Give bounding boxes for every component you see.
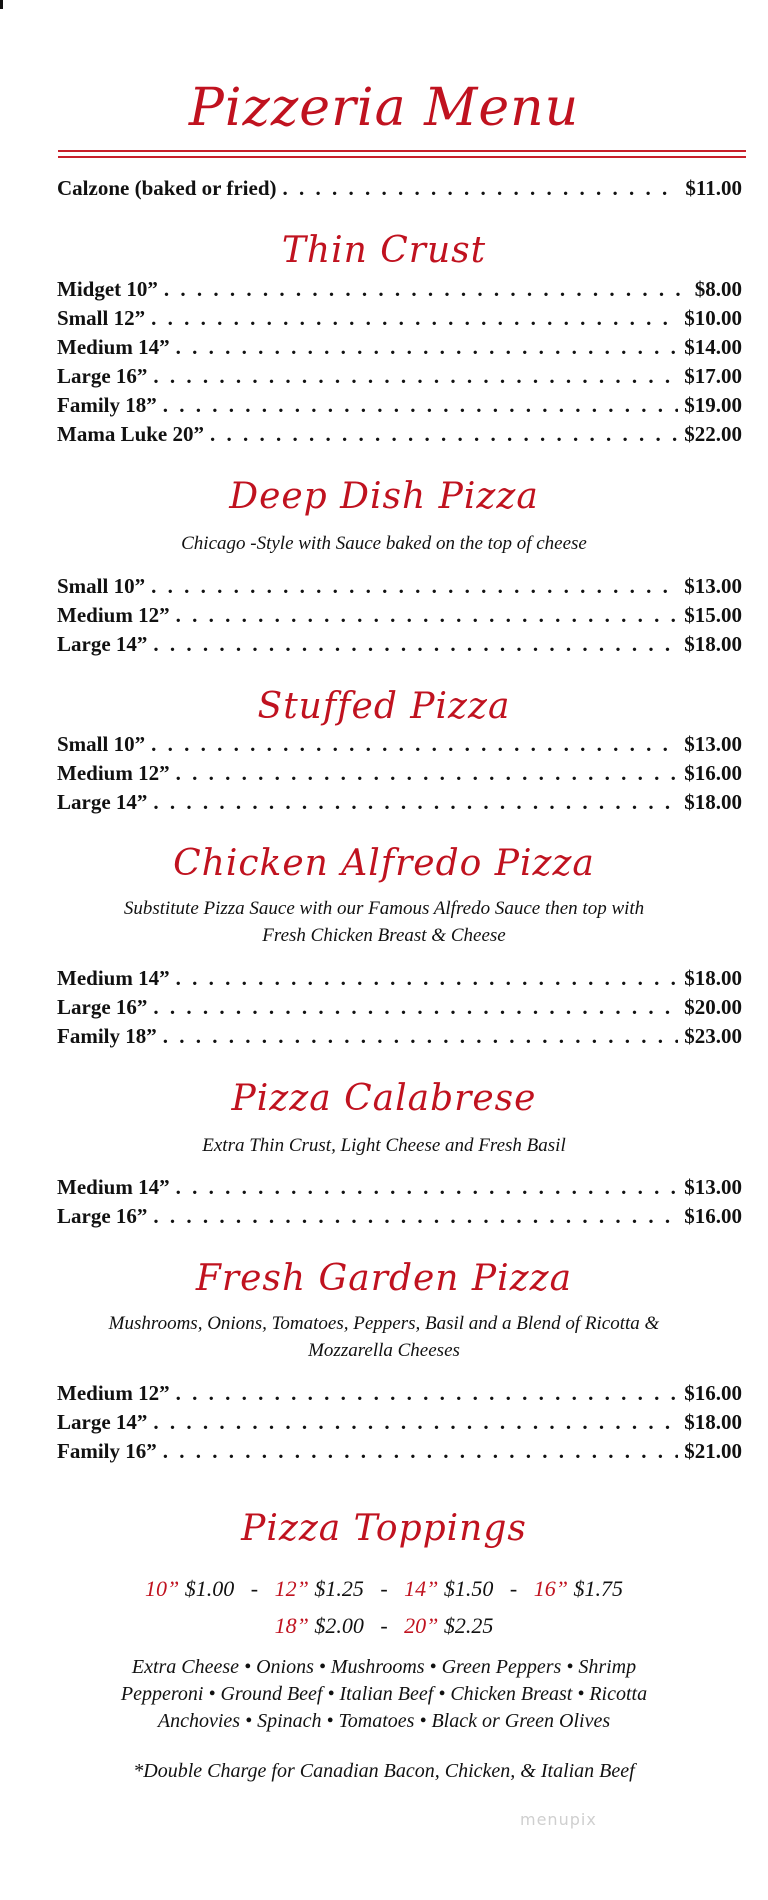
section-title-chicken-alfredo: Chicken Alfredo Pizza bbox=[173, 843, 595, 884]
topping-size: 16” bbox=[533, 1576, 568, 1601]
menu-item bbox=[57, 603, 742, 633]
dot-leader bbox=[176, 603, 679, 628]
edge-mark bbox=[0, 0, 3, 9]
dot-leader bbox=[176, 966, 679, 991]
menu-item bbox=[57, 277, 742, 307]
dot-leader bbox=[153, 1410, 678, 1435]
menu-item bbox=[57, 966, 742, 996]
item-name: Large 16” bbox=[57, 364, 148, 388]
item-price: $15.00 bbox=[684, 603, 742, 627]
topping-price: $2.00 bbox=[314, 1613, 364, 1638]
menu-item bbox=[57, 1024, 742, 1054]
dot-leader bbox=[176, 335, 679, 360]
menu-item bbox=[57, 732, 742, 762]
item-name: Medium 14” bbox=[57, 335, 170, 359]
title-rule-bottom bbox=[58, 156, 746, 158]
item-price: $17.00 bbox=[684, 364, 742, 388]
item-name: Family 16” bbox=[57, 1439, 157, 1463]
item-price: $13.00 bbox=[684, 574, 742, 598]
dot-leader bbox=[151, 732, 678, 757]
dot-leader bbox=[153, 995, 678, 1020]
item-name: Large 14” bbox=[57, 632, 148, 656]
topping-size: 20” bbox=[404, 1613, 439, 1638]
section-title-thin-crust: Thin Crust bbox=[281, 230, 487, 271]
item-price: $23.00 bbox=[684, 1024, 742, 1048]
item-name: Medium 12” bbox=[57, 1381, 170, 1405]
menu-item bbox=[57, 1439, 742, 1469]
item-name: Medium 14” bbox=[57, 1175, 170, 1199]
topping-price: $1.50 bbox=[443, 1576, 494, 1601]
item-name: Family 18” bbox=[57, 393, 157, 417]
item-price: $16.00 bbox=[684, 1381, 742, 1405]
section-description-line1: Substitute Pizza Sauce with our Famous Alfredo Sauce then top with bbox=[123, 898, 645, 919]
section-description-line2: Fresh Chicken Breast & Cheese bbox=[262, 925, 506, 946]
menu-item bbox=[57, 422, 742, 452]
item-price: $20.00 bbox=[684, 995, 742, 1019]
section-title-stuffed: Stuffed Pizza bbox=[257, 686, 511, 727]
topping-price: $1.00 bbox=[184, 1576, 235, 1601]
toppings-list-line3: Anchovies • Spinach • Tomatoes • Black or Green Olives bbox=[157, 1710, 611, 1732]
item-price: $18.00 bbox=[684, 966, 742, 990]
menu-item bbox=[57, 306, 742, 336]
toppings-list-line2: Pepperoni • Ground Beef • Italian Beef • Chicken Breast • Ricotta bbox=[120, 1683, 648, 1705]
dot-leader bbox=[163, 393, 679, 418]
menu-item bbox=[57, 995, 742, 1025]
topping-prices-row1 bbox=[0, 1576, 768, 1602]
menu-item bbox=[57, 1381, 742, 1411]
menu-item bbox=[57, 1175, 742, 1205]
toppings-note: *Double Charge for Canadian Bacon, Chicken, & Italian Beef bbox=[133, 1760, 635, 1782]
menu-item bbox=[57, 574, 742, 604]
menu-item bbox=[57, 1204, 742, 1234]
dot-leader bbox=[163, 1024, 679, 1049]
section-description: Chicago -Style with Sauce baked on the top of cheese bbox=[181, 533, 587, 554]
title-rule-top bbox=[58, 150, 746, 152]
menu-item bbox=[57, 393, 742, 423]
item-name: Family 18” bbox=[57, 1024, 157, 1048]
topping-price: $1.25 bbox=[314, 1576, 364, 1601]
item-name: Small 10” bbox=[57, 574, 146, 598]
topping-size: 18” bbox=[274, 1613, 309, 1638]
menu-title: Pizzeria Menu bbox=[188, 78, 580, 138]
item-name: Midget 10” bbox=[57, 277, 158, 301]
dot-leader bbox=[153, 364, 678, 389]
item-price: $22.00 bbox=[684, 422, 742, 446]
menu-item bbox=[57, 790, 742, 820]
section-description: Extra Thin Crust, Light Cheese and Fresh Basil bbox=[202, 1135, 566, 1156]
separator: - bbox=[380, 1576, 388, 1601]
menu-item bbox=[57, 761, 742, 791]
item-price: $18.00 bbox=[684, 790, 742, 814]
section-description-line2: Mozzarella Cheeses bbox=[308, 1340, 460, 1361]
item-name: Medium 14” bbox=[57, 966, 170, 990]
section-description-line1: Mushrooms, Onions, Tomatoes, Peppers, Basil and a Blend of Ricotta & bbox=[108, 1313, 660, 1334]
item-price: $10.00 bbox=[684, 306, 742, 330]
topping-size: 10” bbox=[145, 1576, 180, 1601]
item-price: $13.00 bbox=[684, 732, 742, 756]
section-title-deep-dish: Deep Dish Pizza bbox=[229, 476, 539, 517]
topping-price: $1.75 bbox=[573, 1576, 623, 1601]
menu-item-calzone bbox=[57, 176, 742, 206]
item-name: Small 12” bbox=[57, 306, 146, 330]
item-price: $16.00 bbox=[684, 761, 742, 785]
dot-leader bbox=[151, 574, 678, 599]
toppings-list-line1: Extra Cheese • Onions • Mushrooms • Green Peppers • Shrimp bbox=[131, 1656, 637, 1678]
item-name: Mama Luke 20” bbox=[57, 422, 204, 446]
item-price: $19.00 bbox=[684, 393, 742, 417]
section-title-calabrese: Pizza Calabrese bbox=[231, 1078, 537, 1119]
dot-leader bbox=[176, 761, 679, 786]
topping-size: 14” bbox=[404, 1576, 439, 1601]
menu-item bbox=[57, 632, 742, 662]
dot-leader bbox=[153, 632, 678, 657]
dot-leader bbox=[283, 176, 680, 201]
item-name: Large 16” bbox=[57, 1204, 148, 1228]
dot-leader bbox=[153, 1204, 678, 1229]
item-name: Large 14” bbox=[57, 1410, 148, 1434]
item-price: $16.00 bbox=[684, 1204, 742, 1228]
menu-item bbox=[57, 364, 742, 394]
topping-size: 12” bbox=[274, 1576, 309, 1601]
item-name: Small 10” bbox=[57, 732, 146, 756]
item-name: Medium 12” bbox=[57, 761, 170, 785]
watermark: menupix bbox=[520, 1810, 597, 1829]
menu-item bbox=[57, 335, 742, 365]
dot-leader bbox=[176, 1381, 679, 1406]
separator: - bbox=[380, 1613, 388, 1638]
dot-leader bbox=[151, 306, 678, 331]
item-price: $13.00 bbox=[684, 1175, 742, 1199]
item-name: Large 14” bbox=[57, 790, 148, 814]
item-name: Medium 12” bbox=[57, 603, 170, 627]
item-price: $11.00 bbox=[685, 176, 742, 200]
item-price: $18.00 bbox=[684, 1410, 742, 1434]
menu-item bbox=[57, 1410, 742, 1440]
section-title-toppings: Pizza Toppings bbox=[241, 1508, 527, 1549]
dot-leader bbox=[164, 277, 689, 302]
dot-leader bbox=[153, 790, 678, 815]
item-price: $18.00 bbox=[684, 632, 742, 656]
separator: - bbox=[250, 1576, 259, 1601]
topping-prices-row2 bbox=[0, 1613, 768, 1639]
dot-leader bbox=[176, 1175, 679, 1200]
item-price: $8.00 bbox=[694, 277, 742, 301]
item-name: Calzone (baked or fried) bbox=[57, 176, 277, 200]
section-title-fresh-garden: Fresh Garden Pizza bbox=[195, 1258, 573, 1299]
item-price: $21.00 bbox=[684, 1439, 742, 1463]
separator: - bbox=[509, 1576, 518, 1601]
item-price: $14.00 bbox=[684, 335, 742, 359]
topping-price: $2.25 bbox=[443, 1613, 494, 1638]
dot-leader bbox=[163, 1439, 679, 1464]
dot-leader bbox=[210, 422, 678, 447]
item-name: Large 16” bbox=[57, 995, 148, 1019]
